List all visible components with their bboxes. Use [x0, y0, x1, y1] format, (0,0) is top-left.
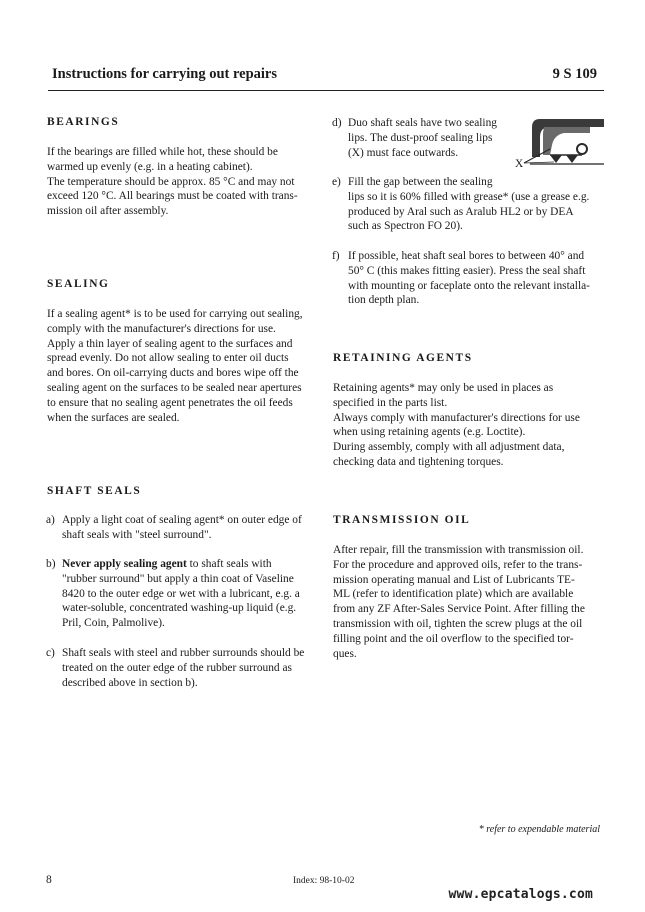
list-marker: b) — [46, 558, 56, 570]
text-line: to ensure that no sealing agent penetrates the oil feeds — [47, 396, 293, 409]
text-line: specified in the parts list. — [333, 396, 448, 409]
emphasis-text: Never apply sealing agent — [62, 558, 187, 570]
text-line: lips. The dust-proof sealing lips — [348, 131, 493, 144]
text-line: water-soluble, concentrated washing-up liquid (e.g. — [62, 602, 297, 615]
list-marker: e) — [332, 176, 341, 188]
text-line: tion depth plan. — [348, 294, 420, 307]
page-title: Instructions for carrying out repairs — [52, 66, 278, 82]
text-line: when using retaining agents (e.g. Loctite). — [333, 426, 526, 439]
text-line: ques. — [333, 647, 357, 660]
text-line: spread evenly. Do not allow sealing to enter oil ducts — [47, 352, 289, 365]
text-line: when the surfaces are sealed. — [47, 411, 180, 424]
text-line: transmission with oil, tighten the screw plugs at the oil — [333, 617, 583, 630]
watermark: www.epcatalogs.com — [448, 887, 593, 902]
transmission-oil-heading: TRANSMISSION OIL — [333, 514, 471, 526]
text-line: mission oil after assembly. — [47, 205, 169, 218]
text-line: mission operating manual and List of Lubricants TE- — [333, 573, 575, 586]
text-line: with mounting or faceplate onto the relevant installa- — [348, 279, 590, 292]
text-line: During assembly, comply with all adjustment data, — [333, 441, 565, 454]
list-marker: d) — [332, 117, 342, 129]
text-line: Shaft seals with steel and rubber surrounds should be — [62, 647, 305, 659]
shaft-seals-item-a — [46, 513, 302, 543]
text-line: shaft seals with "steel surround". — [62, 528, 212, 541]
text-line: If possible, heat shaft seal bores to between 40° and — [348, 250, 585, 262]
text-line: 8420 to the outer edge or wet with a lubricant, e.g. a — [62, 587, 300, 600]
text-line: Apply a thin layer of sealing agent to the surfaces and — [47, 337, 293, 350]
text-line: produced by Aral such as Aralub HL2 or by DEA — [348, 205, 574, 218]
shaft-seals-item-b — [46, 557, 300, 631]
shaft-seals-item-f — [332, 249, 590, 308]
text-line: For the procedure and approved oils, refer to the trans- — [333, 558, 583, 571]
text-line: Retaining agents* may only be used in places as — [333, 382, 554, 394]
shaft-seal-diagram — [510, 113, 606, 175]
text-line: Pril, Coin, Palmolive). — [62, 617, 165, 630]
document-code: 9 S 109 — [552, 66, 597, 82]
text-line: from any ZF After-Sales Service Point. After filling the — [333, 603, 585, 616]
text-line: lips so it is 60% filled with grease* (use a grease e.g. — [348, 190, 590, 203]
shaft-seals-item-c — [46, 646, 304, 690]
list-marker: c) — [46, 647, 55, 659]
text-line: described above in section b). — [62, 676, 198, 689]
page-number: 8 — [46, 874, 52, 886]
text-line: filling point and the oil overflow to the specified tor- — [333, 632, 574, 645]
index-date: Index: 98-10-02 — [293, 876, 355, 886]
text-line: (X) must face outwards. — [348, 146, 459, 159]
text-line: treated on the outer edge of the rubber surround as — [62, 661, 292, 674]
text-line: Apply a light coat of sealing agent* on outer edge of — [62, 514, 302, 526]
figure-label-x: X — [515, 158, 524, 170]
sealing-heading: SEALING — [47, 278, 110, 290]
text-line: sealing agent on the surfaces to be sealed near apertures — [47, 381, 302, 394]
shaft-seals-item-d — [332, 116, 497, 160]
text-line: exceed 120 °C. All bearings must be coated with trans- — [47, 190, 298, 203]
footnote: * refer to expendable material — [478, 824, 600, 835]
text-line: Always comply with manufacturer's directions for use — [333, 411, 580, 424]
text-line: "rubber surround" but apply a thin coat of Vaseline — [62, 572, 294, 585]
list-marker: a) — [46, 514, 55, 526]
list-marker: f) — [332, 250, 340, 262]
bearings-heading: BEARINGS — [47, 116, 120, 128]
text-line: Fill the gap between the sealing — [348, 176, 493, 188]
text-line: After repair, fill the transmission with transmission oil. — [333, 544, 584, 556]
retaining-agents-text — [333, 381, 580, 470]
text-line: The temperature should be approx. 85 °C and may not — [47, 175, 295, 188]
text-line: comply with the manufacturer's directions for use. — [47, 322, 276, 335]
header-divider — [48, 90, 604, 91]
text-line: ML (refer to identification plate) which are available — [333, 588, 574, 601]
text-fragment: to shaft seals with — [186, 558, 272, 570]
text-line: If a sealing agent* is to be used for carrying out sealing, — [47, 308, 303, 320]
text-line: Duo shaft seals have two sealing — [348, 117, 497, 129]
bearings-text — [47, 145, 298, 219]
shaft-seals-heading: SHAFT SEALS — [47, 485, 142, 497]
text-line: If the bearings are filled while hot, these should be — [47, 146, 278, 158]
text-line: 50° C (this makes fitting easier). Press the seal shaft — [348, 264, 586, 277]
retaining-agents-heading: RETAINING AGENTS — [333, 352, 473, 364]
text-line: and bores. On oil-carrying ducts and bores wipe off the — [47, 367, 299, 380]
text-line: such as Spectron FO 20). — [348, 220, 463, 233]
text-line: checking data and tightening torques. — [333, 455, 504, 468]
transmission-oil-text — [333, 543, 585, 661]
text-line: warmed up evenly (e.g. in a heating cabinet). — [47, 160, 253, 173]
sealing-text — [47, 307, 303, 425]
shaft-seals-item-e — [332, 175, 589, 234]
